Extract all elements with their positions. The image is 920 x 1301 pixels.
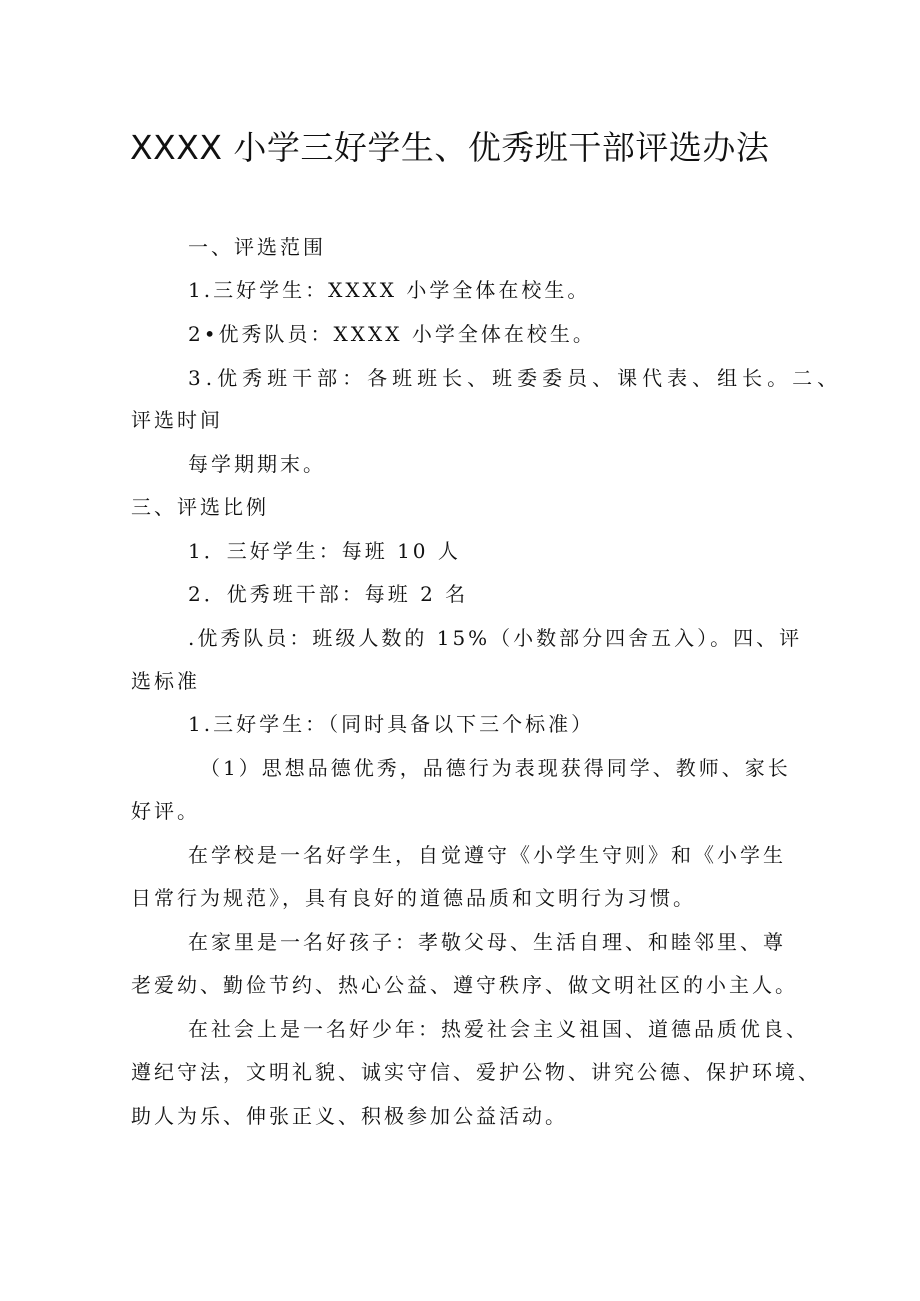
scope-item-2: 2•优秀队员：XXXX 小学全体在校生。	[188, 322, 596, 346]
scope-item-1: 1.三好学生：XXXX 小学全体在校生。	[188, 278, 591, 302]
school-paragraph: 在学校是一名好学生，自觉遵守《小学生守则》和《小学生	[188, 843, 786, 867]
document-title: XXXX 小学三好学生、优秀班干部评选办法	[130, 128, 770, 167]
scope-item-3: 3.优秀班干部：各班班长、班委委员、课代表、组长。二、	[188, 366, 843, 390]
home-paragraph: 在家里是一名好孩子：孝敬父母、生活自理、和睦邻里、尊	[188, 930, 786, 954]
home-paragraph-cont: 老爱幼、勤俭节约、热心公益、遵守秩序、做文明社区的小主人。	[131, 973, 798, 997]
section-heading-scope: 一、评选范围	[188, 235, 326, 259]
school-paragraph-cont: 日常行为规范》，具有良好的道德品质和文明行为习惯。	[131, 886, 696, 910]
criteria-item-1: 1.三好学生：（同时具备以下三个标准）	[188, 712, 595, 736]
section-heading-criteria-cont: 选标准	[131, 669, 200, 693]
criteria-sub-1-cont: 好评。	[131, 799, 200, 823]
section-heading-ratio: 三、评选比例	[131, 495, 269, 519]
ratio-item-2: 2．优秀班干部：每班 2 名	[188, 582, 469, 606]
section-heading-time-cont: 评选时间	[131, 408, 223, 432]
time-text: 每学期期末。	[188, 452, 326, 476]
ratio-item-3: .优秀队员：班级人数的 15%（小数部分四舍五入）。四、评	[188, 626, 803, 650]
society-paragraph-cont-1: 遵纪守法，文明礼貌、诚实守信、爱护公物、讲究公德、保护环境、	[131, 1060, 821, 1084]
society-paragraph: 在社会上是一名好少年：热爱社会主义祖国、道德品质优良、	[188, 1017, 809, 1041]
society-paragraph-cont-2: 助人为乐、伸张正义、积极参加公益活动。	[131, 1104, 568, 1128]
criteria-sub-1: （1）思想品德优秀，品德行为表现获得同学、教师、家长	[200, 756, 791, 780]
ratio-item-1: 1．三好学生：每班 10 人	[188, 539, 461, 563]
